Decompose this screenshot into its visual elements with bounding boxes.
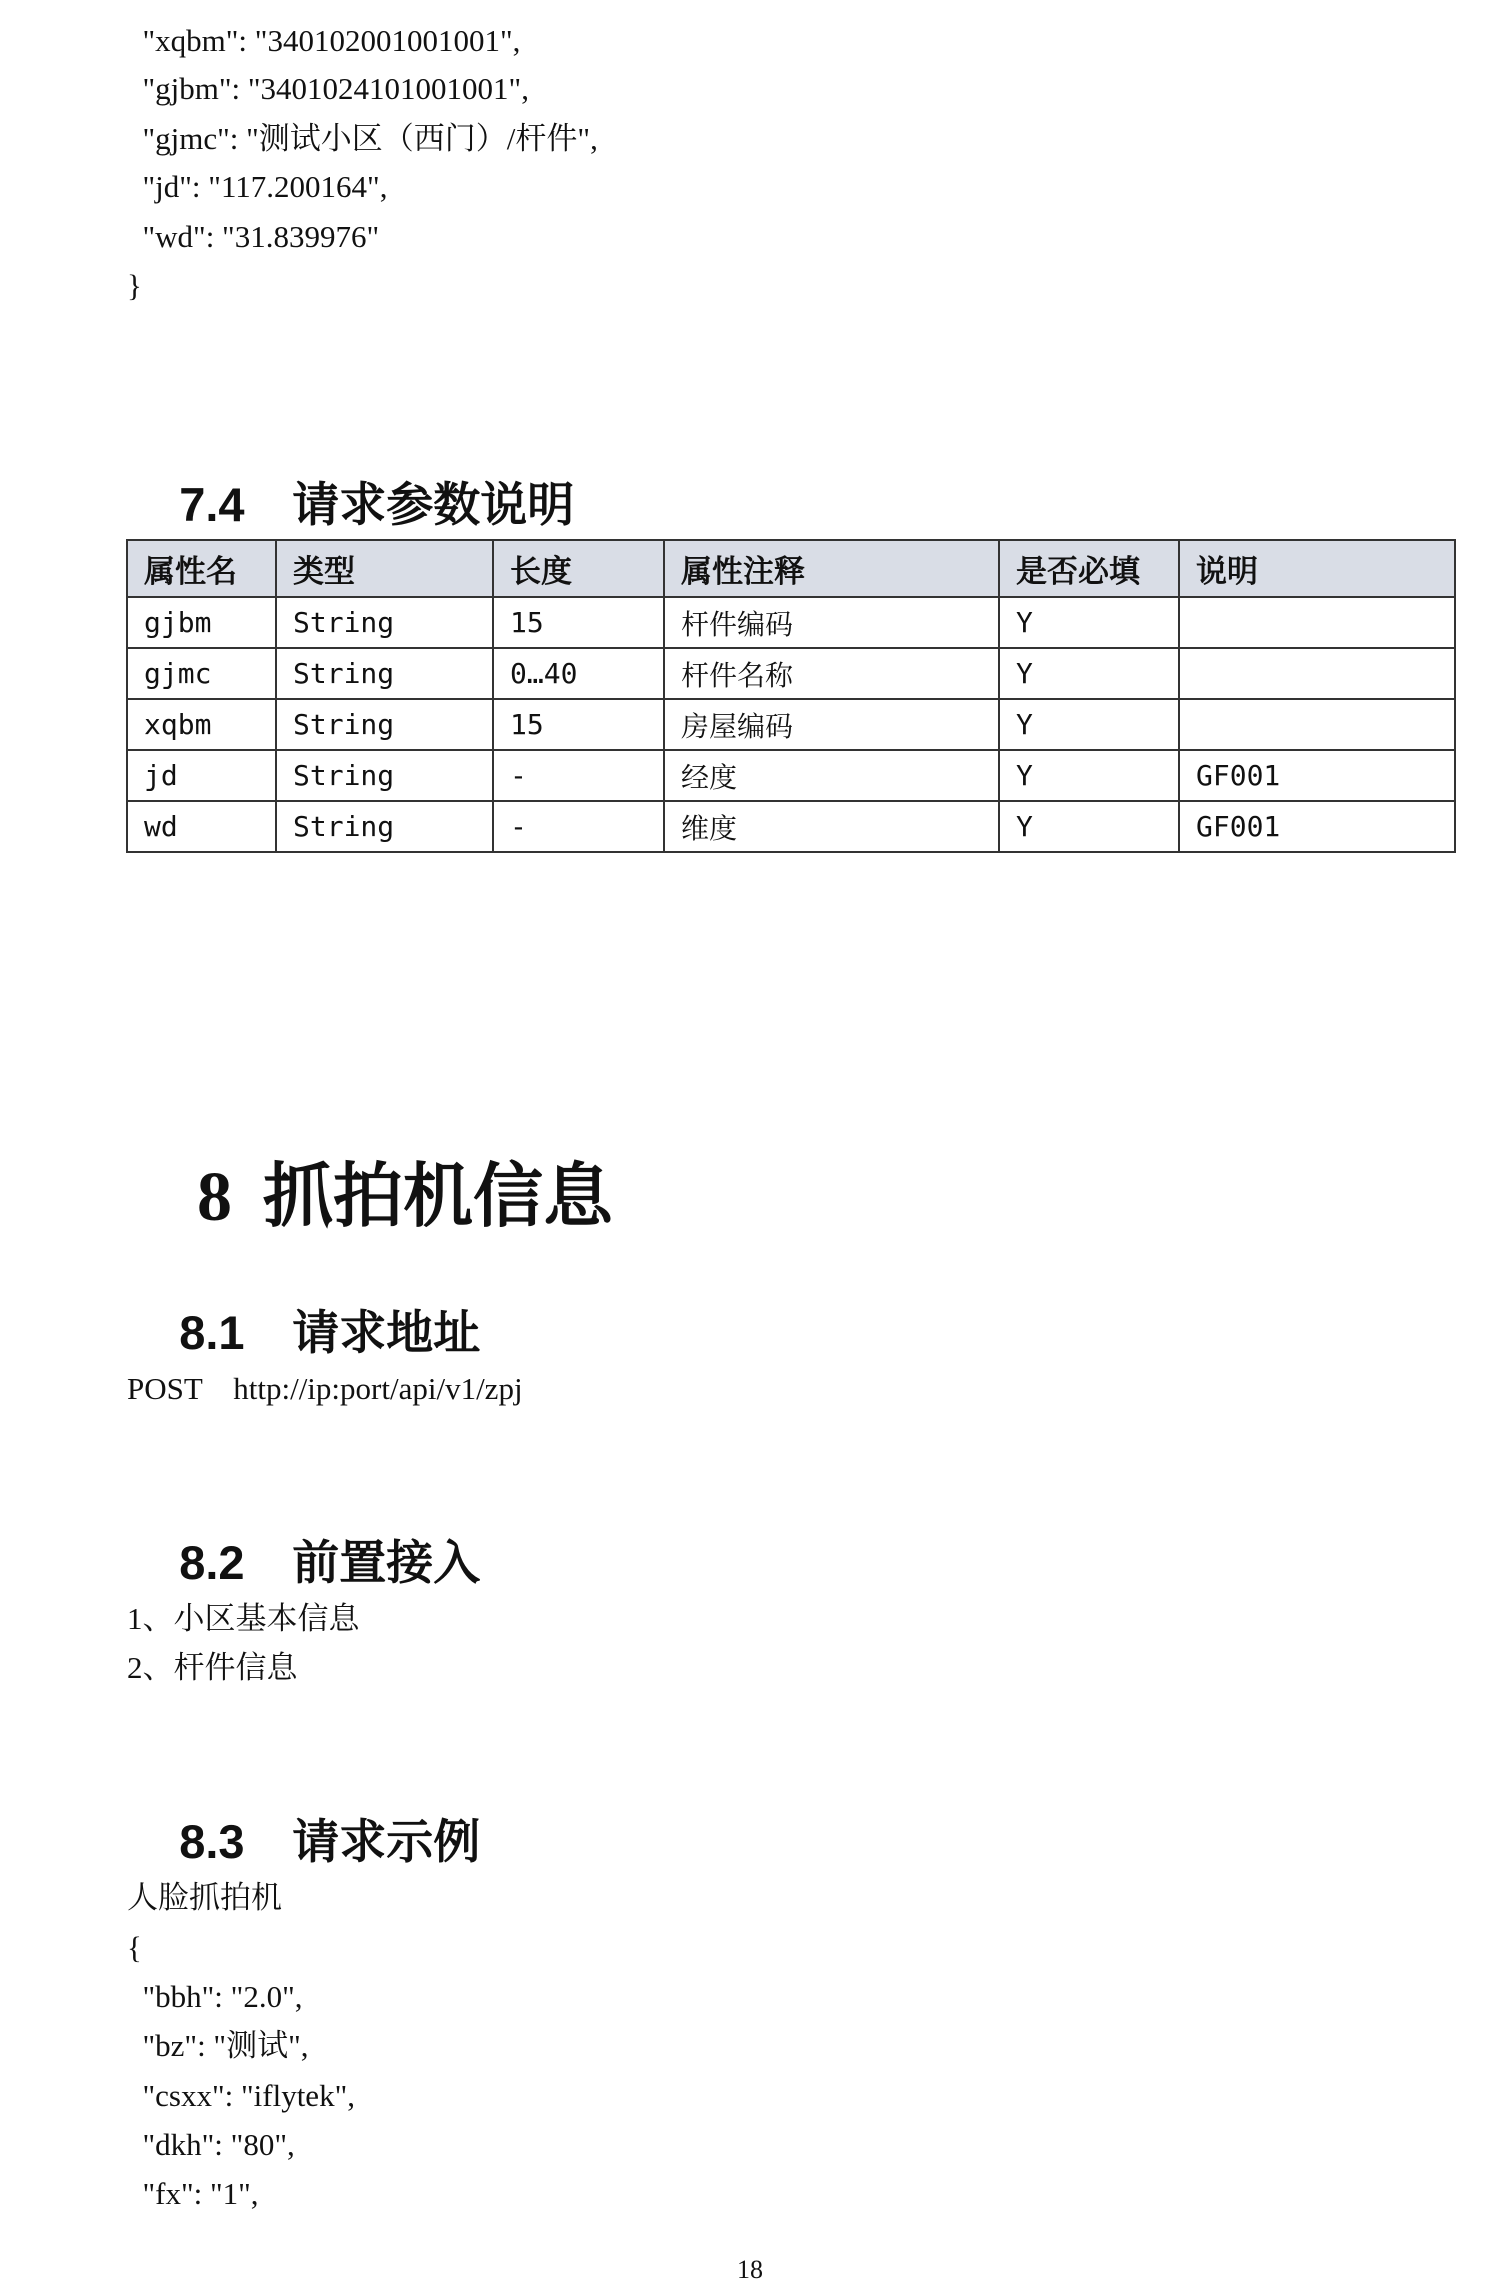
page-number: 18: [737, 2255, 763, 2284]
section-number: 8.2: [179, 1536, 245, 1589]
table-cell: Y: [999, 597, 1179, 648]
table-row: [127, 597, 1455, 648]
code-line: }: [127, 268, 142, 303]
column-header: 类型: [276, 540, 493, 597]
section-title: 请求示例: [292, 1815, 481, 1868]
code-line: "bz": "测试",: [127, 2028, 309, 2063]
section-number: 7.4: [179, 478, 245, 531]
table-cell: String: [276, 597, 493, 648]
section-number: 8.3: [179, 1815, 245, 1868]
table-cell: xqbm: [127, 699, 276, 750]
table-cell: 维度: [664, 801, 999, 852]
column-header: 长度: [493, 540, 664, 597]
table-cell: GF001: [1179, 750, 1455, 801]
request-address: POST http://ip:port/api/v1/zpj: [127, 1371, 523, 1406]
code-line: "xqbm": "340102001001001",: [127, 23, 521, 58]
table-row: [127, 750, 1455, 801]
table-cell: [1179, 648, 1455, 699]
code-line: "gjmc": "测试小区（西门）/杆件",: [127, 121, 598, 156]
table-header-row: [127, 540, 1455, 597]
table-cell: -: [493, 750, 664, 801]
table-cell: gjmc: [127, 648, 276, 699]
table-cell: Y: [999, 801, 1179, 852]
table-cell: 经度: [664, 750, 999, 801]
section-title: 请求地址: [292, 1306, 481, 1359]
table-cell: 15: [493, 597, 664, 648]
table-cell: Y: [999, 648, 1179, 699]
code-line: "gjbm": "3401024101001001",: [127, 71, 529, 106]
prereq-item: 2、杆件信息: [127, 1650, 298, 1685]
table-cell: 杆件编码: [664, 597, 999, 648]
table-row: [127, 801, 1455, 852]
code-line: "csxx": "iflytek",: [127, 2078, 355, 2113]
table-cell: String: [276, 699, 493, 750]
column-header: 说明: [1179, 540, 1455, 597]
table-cell: 房屋编码: [664, 699, 999, 750]
parameter-table: [126, 539, 1456, 853]
prereq-item: 1、小区基本信息: [127, 1601, 360, 1636]
table-cell: 15: [493, 699, 664, 750]
table-row: [127, 699, 1455, 750]
code-line: {: [127, 1930, 142, 1965]
column-header: 是否必填: [999, 540, 1179, 597]
table-cell: jd: [127, 750, 276, 801]
section-title: 请求参数说明: [292, 478, 575, 531]
table-cell: 0…40: [493, 648, 664, 699]
table-cell: -: [493, 801, 664, 852]
table-row: [127, 648, 1455, 699]
section-number: 8.1: [179, 1306, 245, 1359]
code-line: "dkh": "80",: [127, 2127, 295, 2162]
table-cell: Y: [999, 699, 1179, 750]
table-cell: String: [276, 648, 493, 699]
code-line: "wd": "31.839976": [127, 219, 380, 254]
table-cell: String: [276, 750, 493, 801]
table-cell: Y: [999, 750, 1179, 801]
code-line: "bbh": "2.0",: [127, 1979, 303, 2014]
table-cell: String: [276, 801, 493, 852]
table-cell: gjbm: [127, 597, 276, 648]
table-cell: wd: [127, 801, 276, 852]
code-line: "fx": "1",: [127, 2176, 259, 2211]
section-title: 前置接入: [292, 1536, 481, 1589]
column-header: 属性名: [127, 540, 276, 597]
table-cell: [1179, 699, 1455, 750]
table-cell: GF001: [1179, 801, 1455, 852]
chapter-number: 8: [197, 1159, 232, 1236]
table-cell: [1179, 597, 1455, 648]
code-line: "jd": "117.200164",: [127, 169, 388, 204]
chapter-title: 抓拍机信息: [263, 1159, 613, 1236]
table-cell: 杆件名称: [664, 648, 999, 699]
example-label: 人脸抓拍机: [127, 1880, 282, 1915]
column-header: 属性注释: [664, 540, 999, 597]
